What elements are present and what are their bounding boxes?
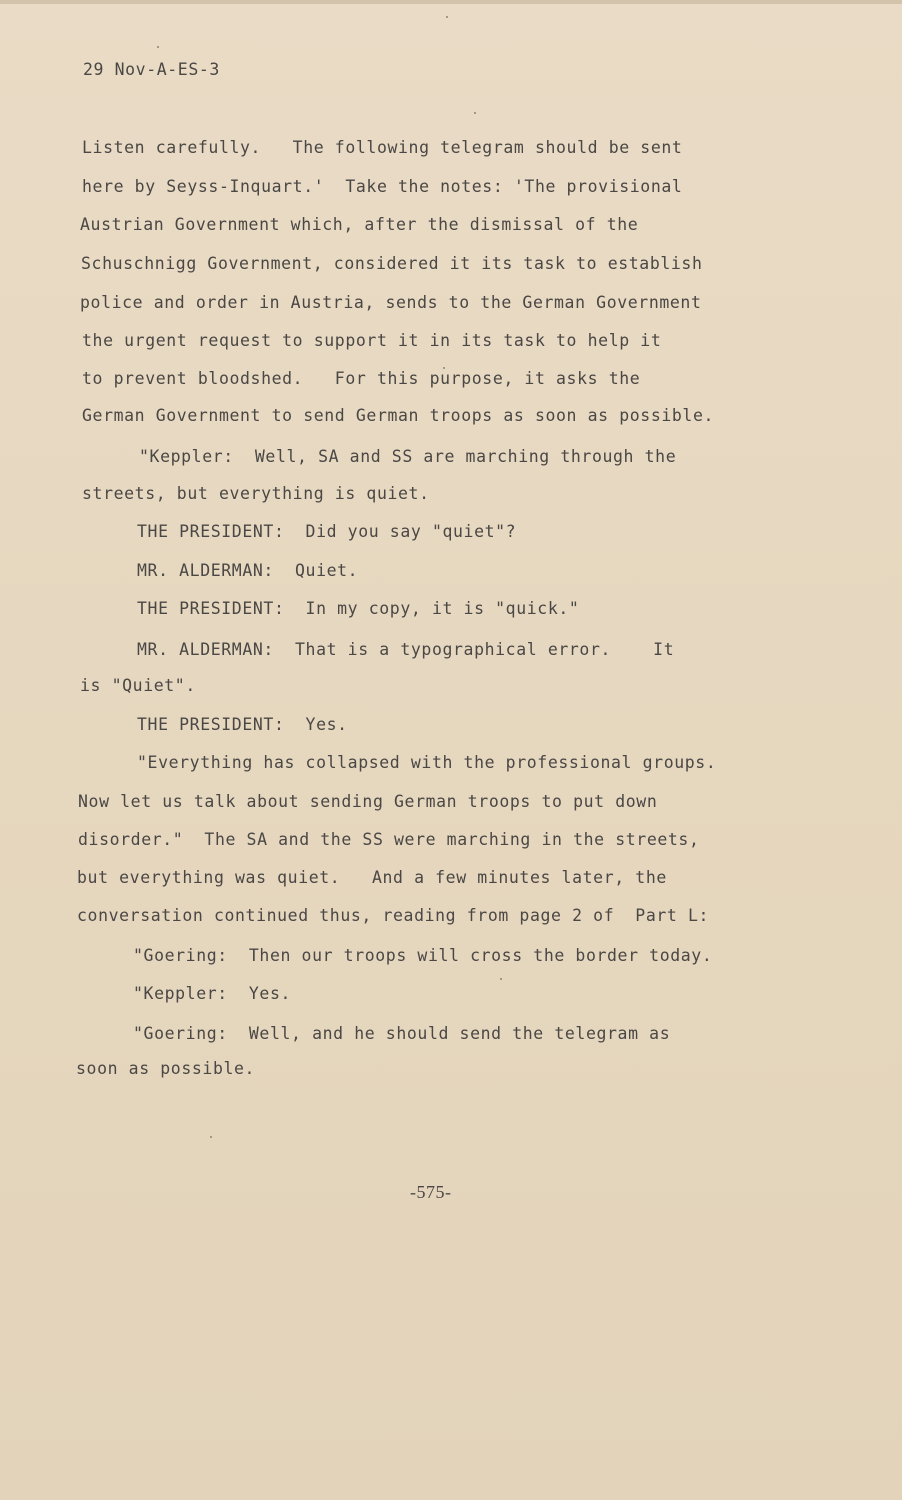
text-line: conversation continued thus, reading from page 2 of Part L: <box>77 906 710 925</box>
document-reference: 29 Nov-A-ES-3 <box>83 60 220 79</box>
text-line: MR. ALDERMAN: Quiet. <box>137 561 359 580</box>
text-line: Austrian Government which, after the dismissal of the <box>80 215 639 234</box>
text-line: THE PRESIDENT: Yes. <box>137 715 348 734</box>
text-line: "Keppler: Yes. <box>133 984 292 1003</box>
text-line: the urgent request to support it in its task to help it <box>82 331 662 350</box>
text-line: "Goering: Then our troops will cross the border today. <box>133 946 713 965</box>
paper-speck <box>474 112 476 114</box>
text-line: "Everything has collapsed with the professional groups. <box>137 753 717 772</box>
page-top-edge <box>0 0 902 4</box>
text-line: MR. ALDERMAN: That is a typographical error. It <box>137 640 675 659</box>
text-line: is "Quiet". <box>80 676 196 695</box>
text-line: THE PRESIDENT: In my copy, it is "quick." <box>137 599 580 618</box>
text-line: "Keppler: Well, SA and SS are marching through the <box>139 447 677 466</box>
text-line: Now let us talk about sending German troops to put down <box>78 792 658 811</box>
paper-speck <box>500 978 502 980</box>
text-line: soon as possible. <box>76 1059 256 1078</box>
text-line: Schuschnigg Government, considered it its task to establish <box>81 254 703 273</box>
paper-speck <box>157 46 159 48</box>
text-line: here by Seyss-Inquart.' Take the notes: 'The provisional <box>82 177 683 196</box>
text-line: THE PRESIDENT: Did you say "quiet"? <box>137 522 517 541</box>
text-line: "Goering: Well, and he should send the telegram as <box>133 1024 671 1043</box>
text-line: German Government to send German troops as soon as possible. <box>82 406 715 425</box>
text-line: disorder." The SA and the SS were marching in the streets, <box>78 830 700 849</box>
text-line: streets, but everything is quiet. <box>82 484 430 503</box>
text-line: but everything was quiet. And a few minutes later, the <box>77 868 667 887</box>
paper-speck <box>210 1136 212 1138</box>
text-line: police and order in Austria, sends to the German Government <box>80 293 702 312</box>
paper-speck <box>446 16 448 18</box>
page-number: -575- <box>410 1182 452 1202</box>
text-line: Listen carefully. The following telegram should be sent <box>82 138 683 157</box>
paper-speck <box>443 367 445 369</box>
text-line: to prevent bloodshed. For this purpose, it asks the <box>82 369 641 388</box>
